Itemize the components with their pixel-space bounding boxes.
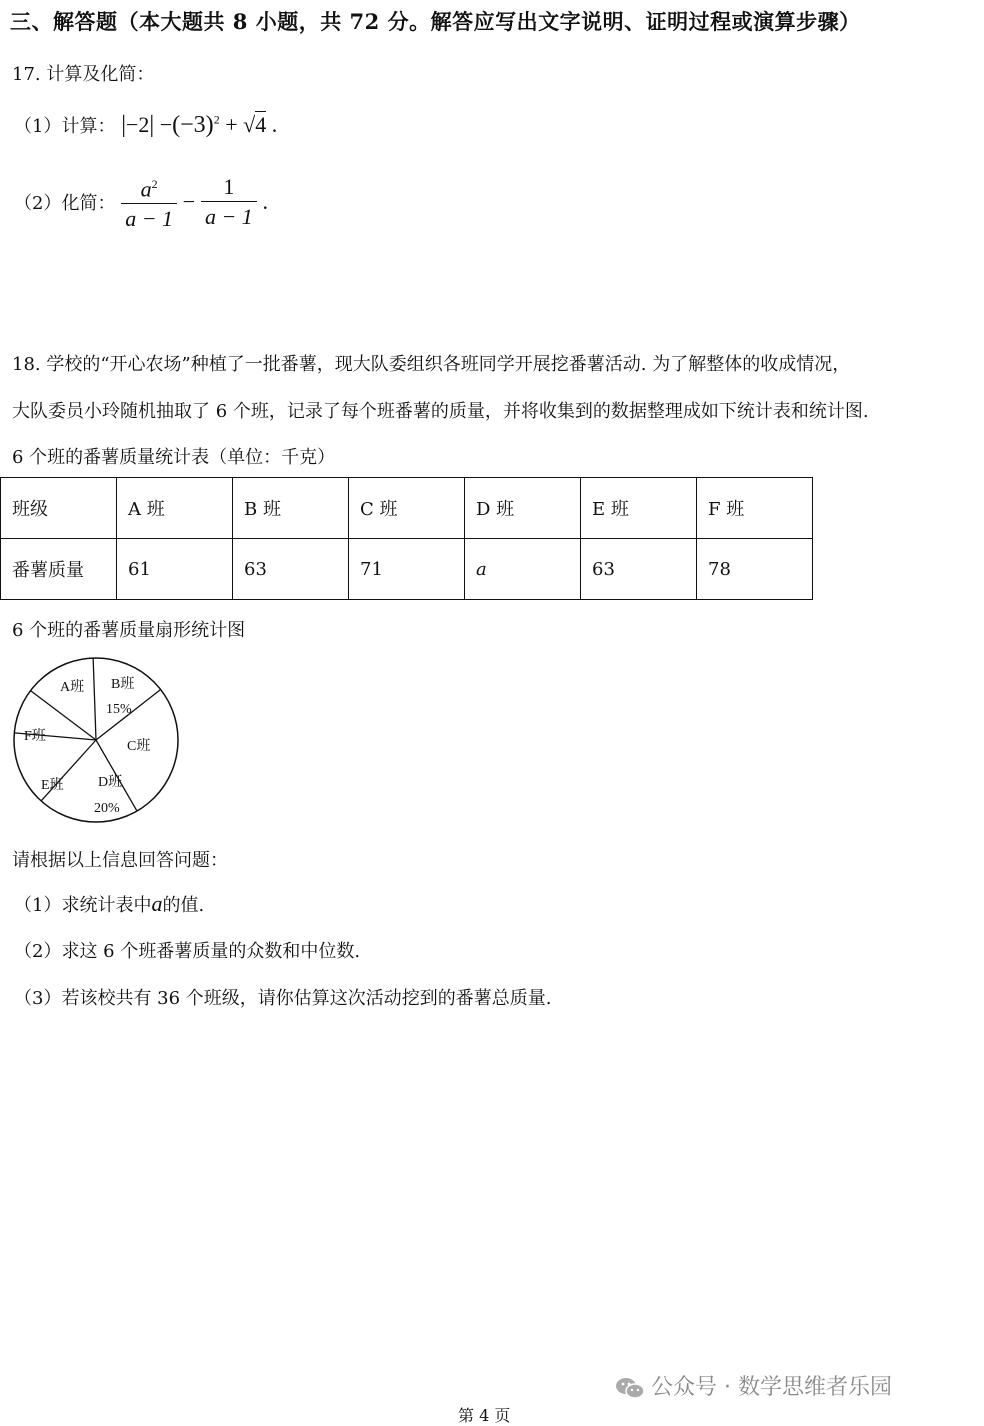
- q18-part1: [14, 891, 204, 917]
- wechat-icon: [615, 1376, 645, 1400]
- watermark-text: 公众号 · 数学思维者乐园: [651, 1375, 892, 1400]
- q18-line2: 大队委员小玲随机抽取了 6 个班，记录了每个班番薯的质量，并将收集到的数据整理成如下统计表和统计图.: [12, 401, 869, 422]
- chart-caption: 6 个班的番薯质量扇形统计图: [12, 620, 246, 641]
- q18-part2: （2）求这 6 个班番薯质量的众数和中位数.: [14, 941, 361, 962]
- table-header-cell: A 班: [117, 478, 233, 539]
- pie-percent-label: 15%: [106, 702, 132, 717]
- watermark: [615, 1370, 892, 1401]
- q18-line1: 18. 学校的“开心农场”种植了一批番薯，现大队委组织各班同学开展挖番薯活动. 为了解整体的收成情况，: [12, 354, 851, 375]
- table-caption: 6 个班的番薯质量统计表（单位：千克）: [12, 447, 336, 468]
- table-cell: 61: [117, 539, 233, 600]
- table-cell: 番薯质量: [1, 539, 117, 600]
- page-number: 第 4 页: [458, 1406, 511, 1425]
- pie-slice-label: D班: [98, 775, 123, 790]
- q17-part2: [14, 170, 268, 234]
- fraction-2: $\frac{1}{a - 1}$: [201, 173, 257, 232]
- table-header-row: [1, 478, 813, 539]
- q17-part1-label: （1）计算：: [14, 116, 116, 137]
- pie-slice-label: E班: [41, 778, 64, 793]
- table-cell: 78: [697, 539, 813, 600]
- q18-part1-text: （1）求统计表中: [14, 895, 152, 916]
- pie-slice-label: C班: [127, 739, 151, 754]
- pie-chart: [8, 655, 184, 825]
- table-cell: 71: [349, 539, 465, 600]
- table-cell: a: [465, 539, 581, 600]
- data-table: [0, 477, 813, 600]
- q18-part1-text-end: 的值.: [162, 895, 205, 916]
- table-header-cell: E 班: [581, 478, 697, 539]
- table-header-cell: B 班: [233, 478, 349, 539]
- fraction-1: $\frac{a^2}{a - 1}$: [121, 170, 177, 234]
- table-cell: 63: [233, 539, 349, 600]
- minus-operator: −: [182, 189, 196, 215]
- table-header-cell: C 班: [349, 478, 465, 539]
- pie-slice-label: A班: [60, 680, 85, 695]
- pie-percent-label: 20%: [94, 801, 120, 816]
- answer-prompt: 请根据以上信息回答问题：: [12, 850, 228, 871]
- table-header-cell: 班级: [1, 478, 117, 539]
- q17-part1-expression: $|-2| -(-3)^2 + √4$ .: [121, 112, 278, 138]
- variable-a: a: [151, 891, 163, 916]
- pie-slice-label: F班: [24, 729, 46, 744]
- q17-heading: 17. 计算及化简：: [12, 64, 155, 85]
- table-cell: 63: [581, 539, 697, 600]
- table-header-cell: F 班: [697, 478, 813, 539]
- table-row: [1, 539, 813, 600]
- q17-part1: [14, 112, 277, 139]
- section-title: 三、解答题（本大题共 8 小题，共 72 分。解答应写出文字说明、证明过程或演算步骤）: [10, 9, 861, 34]
- table-header-cell: D 班: [465, 478, 581, 539]
- pie-slice-label: B班: [111, 677, 135, 692]
- q17-part2-label: （2）化简：: [14, 193, 116, 215]
- pie-slice-boundary: [93, 658, 96, 740]
- period: .: [262, 189, 269, 215]
- q18-part3: （3）若该校共有 36 个班级，请你估算这次活动挖到的番薯总质量.: [14, 988, 552, 1009]
